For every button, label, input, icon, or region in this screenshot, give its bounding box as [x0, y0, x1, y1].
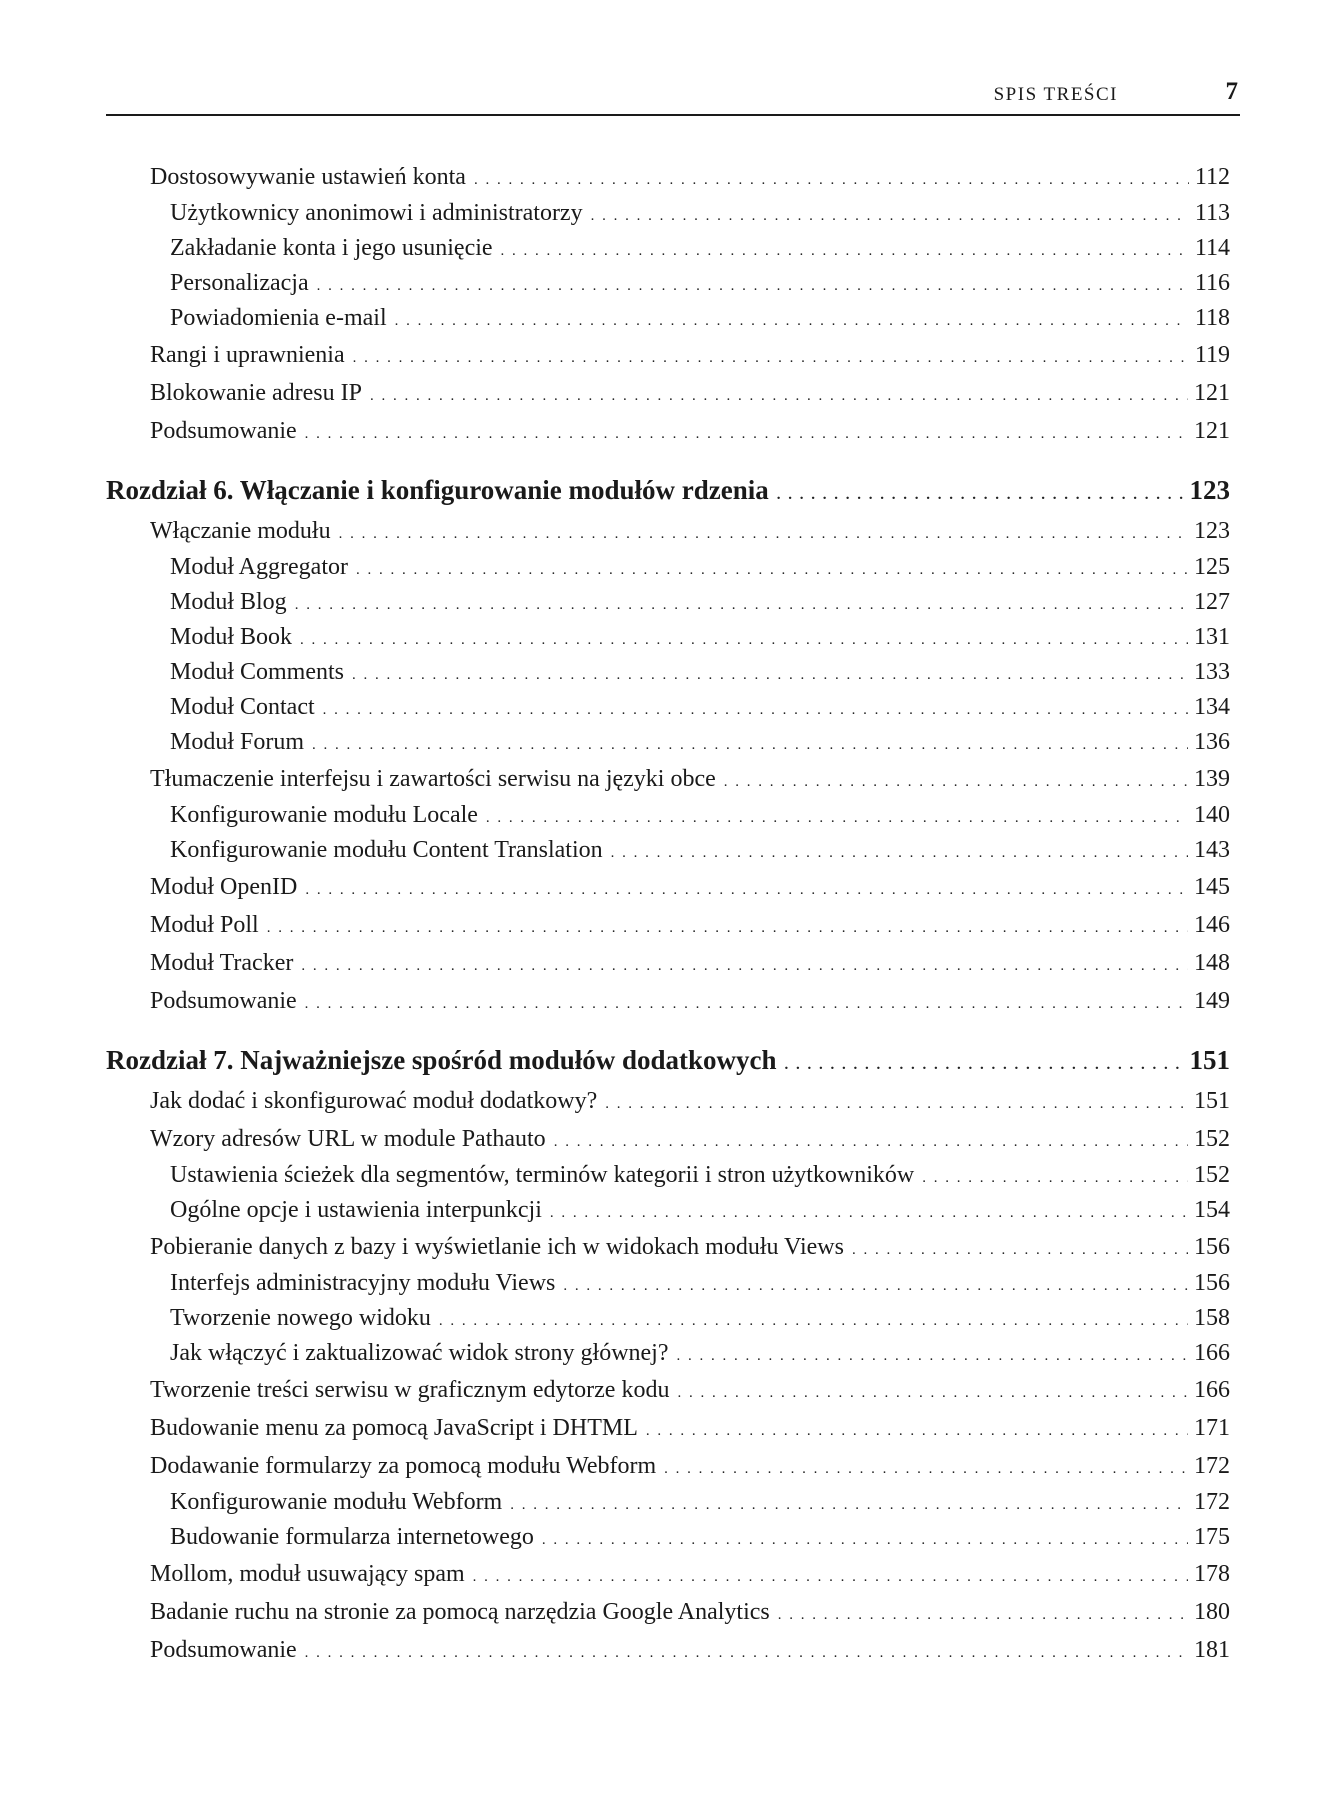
toc-entry[interactable]: [106, 620, 1230, 655]
toc-entry-title: Budowanie menu za pomocą JavaScript i DHTML: [150, 1415, 638, 1441]
toc-entry-title: Moduł Poll: [150, 912, 259, 938]
toc-entry-page: 136: [1194, 729, 1230, 755]
page-header: [106, 78, 1240, 116]
toc-entry[interactable]: [106, 906, 1230, 944]
toc-entry[interactable]: [106, 1082, 1230, 1120]
dot-leader: [473, 1558, 1188, 1593]
toc-entry-page: 134: [1194, 694, 1230, 720]
toc-entry-title: Mollom, moduł usuwający spam: [150, 1561, 465, 1587]
dot-leader: [301, 947, 1188, 982]
toc-entry-title: Zakładanie konta i jego usunięcie: [170, 235, 493, 261]
dot-leader: [550, 1196, 1188, 1228]
dot-leader: [295, 588, 1188, 620]
toc-entry[interactable]: [106, 868, 1230, 906]
toc-entry[interactable]: [106, 690, 1230, 725]
dot-leader: [305, 985, 1188, 1020]
toc-entry-title: Konfigurowanie modułu Locale: [170, 802, 478, 828]
toc-entry-page: 112: [1194, 164, 1230, 190]
toc-entry-title: Wzory adresów URL w module Pathauto: [150, 1126, 546, 1152]
dot-leader: [305, 1634, 1188, 1669]
dot-leader: [605, 1085, 1188, 1120]
toc-entry[interactable]: [106, 550, 1230, 585]
toc-entry[interactable]: [106, 301, 1230, 336]
toc-entry[interactable]: [106, 374, 1230, 412]
toc-entry-title: Dodawanie formularzy za pomocą modułu Webform: [150, 1453, 657, 1479]
dot-leader: [356, 553, 1188, 585]
toc-entry[interactable]: [106, 1158, 1230, 1193]
toc-entry-title: Podsumowanie: [150, 1637, 297, 1663]
toc-entry-title: Tłumaczenie interfejsu i zawartości serwisu na języki obce: [150, 766, 716, 792]
toc-entry-page: 127: [1194, 589, 1230, 615]
toc-entry-page: 146: [1194, 912, 1230, 938]
toc-entry-page: 175: [1194, 1524, 1230, 1550]
toc-entry-page: 156: [1194, 1270, 1230, 1296]
dot-leader: [395, 304, 1189, 336]
dot-leader: [646, 1412, 1188, 1447]
toc-entry[interactable]: [106, 1555, 1230, 1593]
toc-entry-title: Interfejs administracyjny modułu Views: [170, 1270, 556, 1296]
toc-entry-title: Konfigurowanie modułu Webform: [170, 1489, 503, 1515]
dot-leader: [563, 1269, 1188, 1301]
toc-entry[interactable]: [106, 1193, 1230, 1228]
toc-entry[interactable]: [106, 1371, 1230, 1409]
toc-entry[interactable]: [106, 1409, 1230, 1447]
toc-entry-page: 131: [1194, 624, 1230, 650]
toc-entry-page: 133: [1194, 659, 1230, 685]
dot-leader: [486, 801, 1188, 833]
toc-entry-title: Moduł Book: [170, 624, 293, 650]
toc-entry-page: 154: [1194, 1197, 1230, 1223]
dot-leader: [664, 1450, 1188, 1485]
toc-entry[interactable]: [106, 1593, 1230, 1631]
toc-entry-page: 121: [1194, 418, 1230, 444]
toc-entry[interactable]: [106, 196, 1230, 231]
dot-leader: [352, 658, 1188, 690]
toc-entry-page: 114: [1194, 235, 1230, 261]
dot-leader: [323, 693, 1188, 725]
dot-leader: [591, 199, 1189, 231]
toc-entry-title: Moduł Contact: [170, 694, 315, 720]
running-head: SPIS TREŚCI: [993, 84, 1118, 105]
dot-leader: [554, 1123, 1188, 1158]
toc-entry-page: 171: [1194, 1415, 1230, 1441]
dot-leader: [305, 415, 1188, 450]
toc-entry-title: Budowanie formularza internetowego: [170, 1524, 534, 1550]
toc-entry-page: 180: [1194, 1599, 1230, 1625]
toc-entry-page: 178: [1194, 1561, 1230, 1587]
dot-leader: [439, 1304, 1188, 1336]
dot-leader: [300, 623, 1188, 655]
dot-leader: [542, 1523, 1188, 1555]
toc-entry-title: Pobieranie danych z bazy i wyświetlanie ich w widokach modułu Views: [150, 1234, 844, 1260]
toc-entry-title: Rangi i uprawnienia: [150, 342, 345, 368]
toc-entry-title: Ustawienia ścieżek dla segmentów, terminów kategorii i stron użytkowników: [170, 1162, 915, 1188]
toc-entry[interactable]: [106, 982, 1230, 1020]
toc-entry-title: Rozdział 6. Włączanie i konfigurowanie modułów rdzenia: [106, 475, 769, 505]
dot-leader: [922, 1161, 1188, 1193]
page-number: 7: [1225, 78, 1238, 105]
toc-entry-title: Moduł Tracker: [150, 950, 294, 976]
toc-entry[interactable]: [106, 336, 1230, 374]
toc-entry-title: Rozdział 7. Najważniejsze spośród modułów dodatkowych: [106, 1045, 777, 1075]
toc-entry-page: 166: [1194, 1377, 1230, 1403]
toc-entry[interactable]: [106, 798, 1230, 833]
toc-entry[interactable]: [106, 1520, 1230, 1555]
toc-entry-page: 151: [1194, 1088, 1230, 1114]
toc-entry-title: Tworzenie treści serwisu w graficznym edytorze kodu: [150, 1377, 670, 1403]
toc-chapter-entry[interactable]: [106, 1038, 1230, 1082]
toc-entry-title: Jak włączyć i zaktualizować widok strony głównej?: [170, 1340, 669, 1366]
toc-entry[interactable]: [106, 1266, 1230, 1301]
toc-entry-title: Podsumowanie: [150, 418, 297, 444]
toc-entry[interactable]: [106, 1447, 1230, 1485]
toc-entry-page: 119: [1194, 342, 1230, 368]
toc-entry-page: 152: [1194, 1126, 1230, 1152]
toc-entry-page: 123: [1194, 518, 1230, 544]
dot-leader: [312, 728, 1188, 760]
toc-entry[interactable]: [106, 655, 1230, 690]
toc-entry-page: 125: [1194, 554, 1230, 580]
toc-entry[interactable]: [106, 158, 1230, 196]
toc-entry-title: Podsumowanie: [150, 988, 297, 1014]
dot-leader: [778, 1596, 1188, 1631]
dot-leader: [474, 161, 1189, 196]
toc-entry-title: Dostosowywanie ustawień konta: [150, 164, 466, 190]
dot-leader: [852, 1231, 1188, 1266]
toc-entry[interactable]: [106, 1120, 1230, 1158]
dot-leader: [777, 473, 1184, 512]
toc-entry-page: 149: [1194, 988, 1230, 1014]
dot-leader: [267, 909, 1188, 944]
dot-leader: [501, 234, 1189, 266]
toc-entry-title: Użytkownicy anonimowi i administratorzy: [170, 200, 583, 226]
toc-entry-page: 123: [1189, 475, 1230, 505]
toc-entry[interactable]: [106, 1631, 1230, 1669]
toc-entry[interactable]: [106, 944, 1230, 982]
toc-entry[interactable]: [106, 412, 1230, 450]
toc-entry-title: Moduł Comments: [170, 659, 345, 685]
toc-entry-title: Tworzenie nowego widoku: [170, 1305, 431, 1331]
toc-entry-page: 172: [1194, 1489, 1230, 1515]
toc-entry[interactable]: [106, 833, 1230, 868]
toc-entry[interactable]: [106, 266, 1230, 301]
toc-entry-title: Moduł OpenID: [150, 874, 298, 900]
toc-entry-page: 140: [1194, 802, 1230, 828]
toc-entry[interactable]: [106, 512, 1230, 550]
toc-entry-title: Powiadomienia e-mail: [170, 305, 387, 331]
table-of-contents: [106, 158, 1230, 1669]
dot-leader: [611, 836, 1188, 868]
toc-entry-title: Jak dodać i skonfigurować moduł dodatkowy?: [150, 1088, 598, 1114]
toc-entry-page: 118: [1194, 305, 1230, 331]
toc-entry-title: Włączanie modułu: [150, 518, 331, 544]
toc-entry-title: Moduł Blog: [170, 589, 287, 615]
toc-entry-page: 116: [1194, 270, 1230, 296]
toc-entry[interactable]: [106, 1336, 1230, 1371]
dot-leader: [370, 377, 1188, 412]
toc-entry-title: Moduł Forum: [170, 729, 305, 755]
dot-leader: [677, 1374, 1188, 1409]
toc-entry-title: Ogólne opcje i ustawienia interpunkcji: [170, 1197, 542, 1223]
dot-leader: [510, 1488, 1188, 1520]
toc-entry-page: 151: [1189, 1045, 1230, 1075]
dot-leader: [317, 269, 1189, 301]
toc-entry-page: 152: [1194, 1162, 1230, 1188]
toc-entry[interactable]: [106, 1228, 1230, 1266]
toc-entry-page: 166: [1194, 1340, 1230, 1366]
toc-entry-page: 113: [1194, 200, 1230, 226]
toc-entry[interactable]: [106, 1485, 1230, 1520]
toc-entry-title: Badanie ruchu na stronie za pomocą narzędzia Google Analytics: [150, 1599, 770, 1625]
toc-entry-title: Blokowanie adresu IP: [150, 380, 362, 406]
toc-entry-page: 121: [1194, 380, 1230, 406]
toc-entry-title: Personalizacja: [170, 270, 309, 296]
dot-leader: [677, 1339, 1189, 1371]
toc-entry[interactable]: [106, 725, 1230, 760]
toc-entry[interactable]: [106, 760, 1230, 798]
dot-leader: [339, 515, 1188, 550]
toc-entry-page: 148: [1194, 950, 1230, 976]
toc-entry-page: 181: [1194, 1637, 1230, 1663]
dot-leader: [724, 763, 1188, 798]
toc-chapter-entry[interactable]: [106, 468, 1230, 512]
toc-entry-page: 156: [1194, 1234, 1230, 1260]
dot-leader: [353, 339, 1189, 374]
dot-leader: [305, 871, 1188, 906]
toc-entry-page: 143: [1194, 837, 1230, 863]
dot-leader: [785, 1043, 1184, 1082]
toc-entry-page: 172: [1194, 1453, 1230, 1479]
toc-entry-page: 145: [1194, 874, 1230, 900]
toc-entry[interactable]: [106, 1301, 1230, 1336]
toc-entry[interactable]: [106, 585, 1230, 620]
toc-entry-title: Konfigurowanie modułu Content Translation: [170, 837, 603, 863]
toc-entry[interactable]: [106, 231, 1230, 266]
toc-entry-page: 158: [1194, 1305, 1230, 1331]
toc-entry-title: Moduł Aggregator: [170, 554, 348, 580]
toc-entry-page: 139: [1194, 766, 1230, 792]
